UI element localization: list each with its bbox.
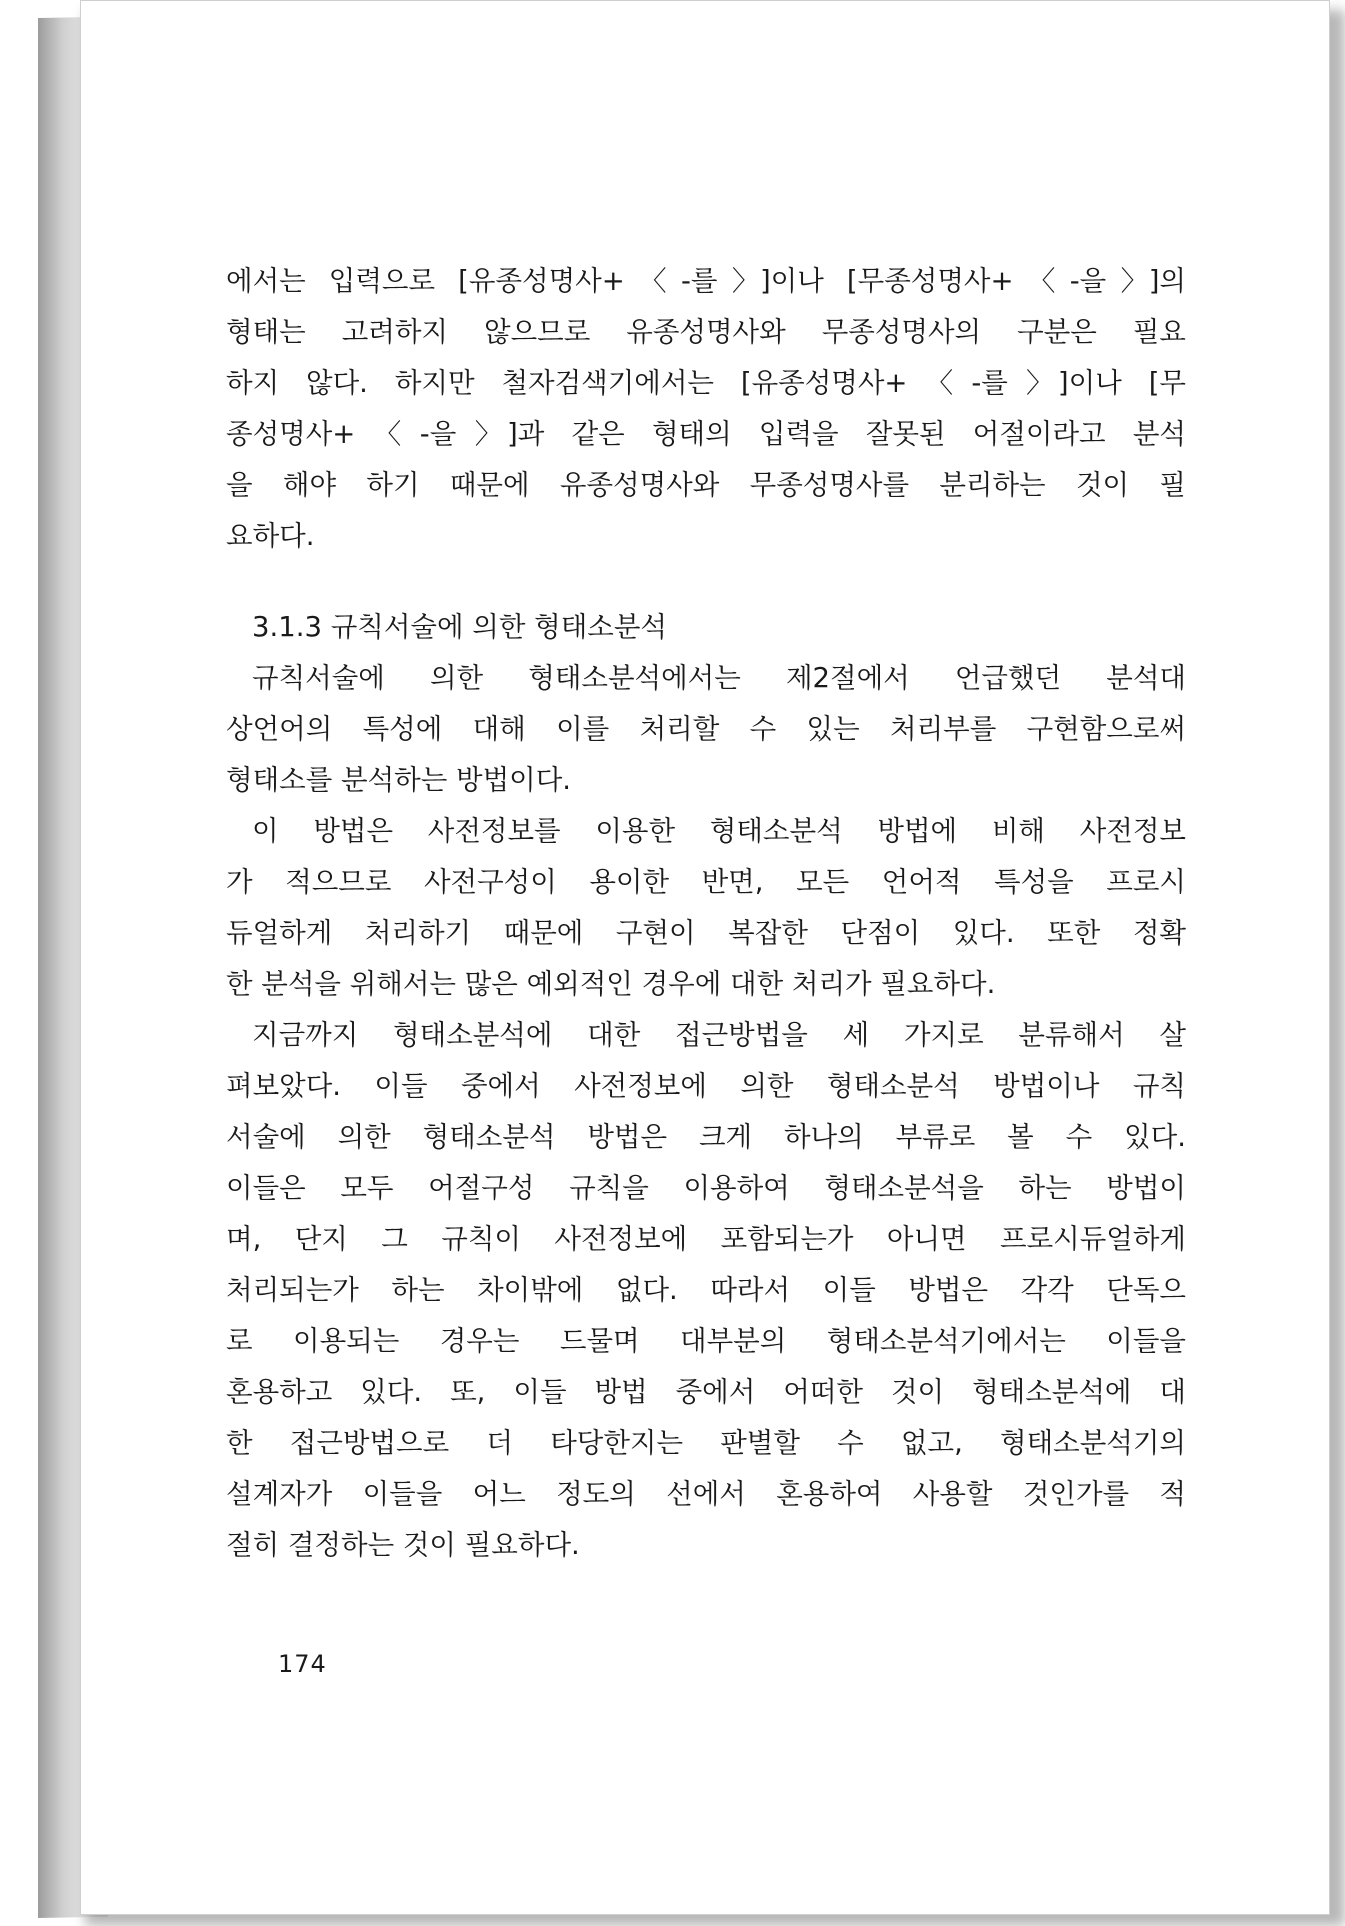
text-line: 한 분석을 위해서는 많은 예외적인 경우에 대한 처리가 필요하다.	[226, 968, 996, 1000]
intro-paragraph	[226, 256, 1186, 562]
text-line: 처리되는가 하는 차이밖에 없다. 따라서 이들 방법은 각각 단독으	[226, 1274, 1186, 1306]
text-line: 종성명사+〈-을〉]과 같은 형태의 입력을 잘못된 어절이라고 분석	[226, 418, 1186, 450]
text-line: 듀얼하게 처리하기 때문에 구현이 복잡한 단점이 있다. 또한 정확	[226, 917, 1186, 949]
text-line: 혼용하고 있다. 또, 이들 방법 중에서 어떠한 것이 형태소분석에 대	[226, 1376, 1186, 1408]
text-line: 펴보았다. 이들 중에서 사전정보에 의한 형태소분석 방법이나 규칙	[226, 1070, 1186, 1102]
text-line: 가 적으므로 사전구성이 용이한 반면, 모든 언어적 특성을 프로시	[226, 866, 1186, 898]
text-line: 한 접근방법으로 더 타당한지는 판별할 수 없고, 형태소분석기의	[226, 1427, 1186, 1459]
text-line: 이들은 모두 어절구성 규칙을 이용하여 형태소분석을 하는 방법이	[226, 1172, 1186, 1204]
text-line: 형태소를 분석하는 방법이다.	[226, 764, 572, 796]
text-line: 요하다.	[226, 520, 315, 552]
text-line: 하지 않다. 하지만 철자검색기에서는 [유종성명사+〈-를〉]이나 [무	[226, 367, 1186, 399]
text-line: 상언어의 특성에 대해 이를 처리할 수 있는 처리부를 구현함으로써	[226, 713, 1186, 745]
page-content	[226, 256, 1186, 1571]
section-heading: 3.1.3 규칙서술에 의한 형태소분석	[252, 611, 667, 643]
text-line: 절히 결정하는 것이 필요하다.	[226, 1529, 580, 1561]
text-line: 을 해야 하기 때문에 유종성명사와 무종성명사를 분리하는 것이 필	[226, 469, 1186, 501]
text-line: 로 이용되는 경우는 드물며 대부분의 형태소분석기에서는 이들을	[226, 1325, 1186, 1357]
text-line: 서술에 의한 형태소분석 방법은 크게 하나의 부류로 볼 수 있다.	[226, 1121, 1186, 1153]
text-line: 이 방법은 사전정보를 이용한 형태소분석 방법에 비해 사전정보	[252, 815, 1186, 847]
section-paragraph-1	[226, 653, 1186, 806]
text-line: 며, 단지 그 규칙이 사전정보에 포함되는가 아니면 프로시듀얼하게	[226, 1223, 1186, 1255]
page-number: 174	[278, 1650, 327, 1678]
text-line: 지금까지 형태소분석에 대한 접근방법을 세 가지로 분류해서 살	[252, 1019, 1186, 1051]
text-line: 설계자가 이들을 어느 정도의 선에서 혼용하여 사용할 것인가를 적	[226, 1478, 1186, 1510]
text-line: 규칙서술에 의한 형태소분석에서는 제2절에서 언급했던 분석대	[252, 662, 1186, 694]
text-line: 형태는 고려하지 않으므로 유종성명사와 무종성명사의 구분은 필요	[226, 316, 1186, 348]
text-line: 에서는 입력으로 [유종성명사+〈-를〉]이나 [무종성명사+〈-을〉]의	[226, 265, 1186, 297]
section-paragraph-2	[226, 806, 1186, 1010]
section-paragraph-3	[226, 1010, 1186, 1571]
